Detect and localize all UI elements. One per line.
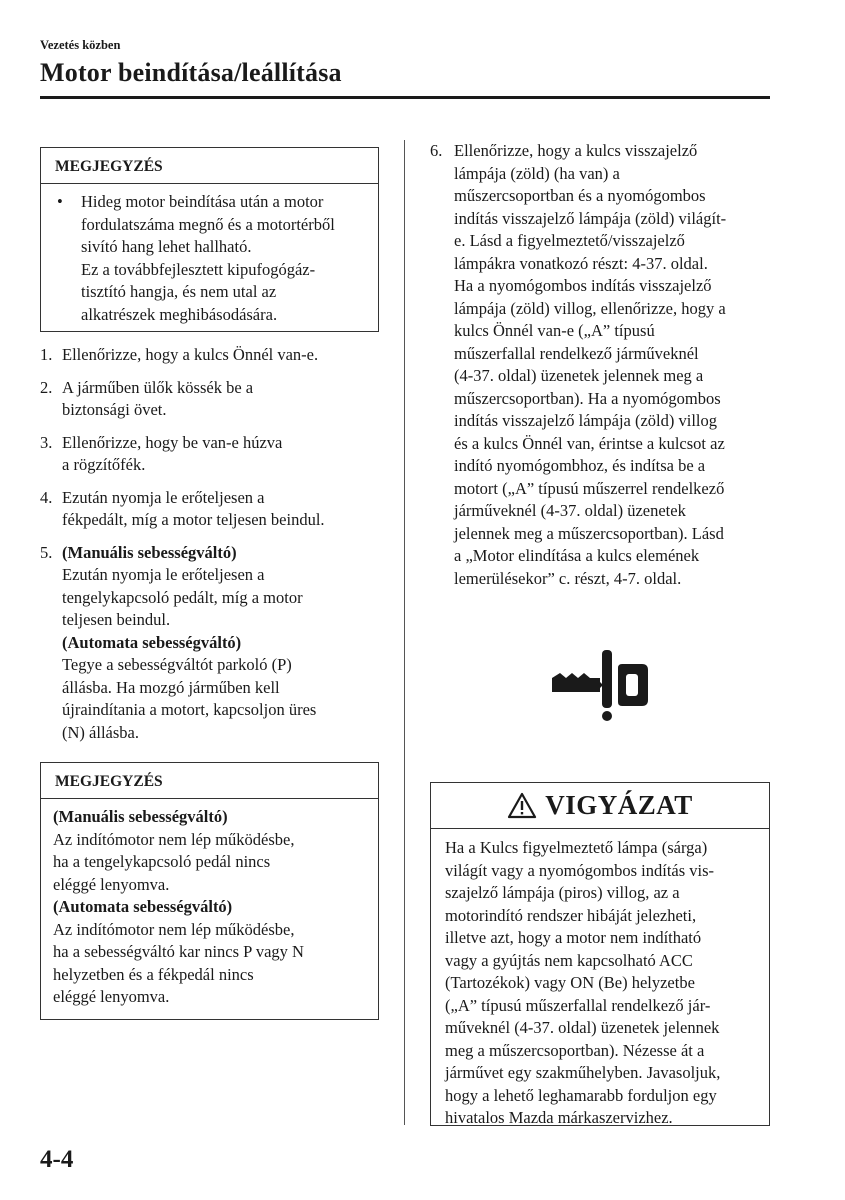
text-line: lámpája (zöld) (ha van) a xyxy=(454,163,620,183)
subheading-manual: (Manuális sebességváltó) xyxy=(53,807,228,826)
text-line: hogy a lehető leghamarabb forduljon egy xyxy=(445,1085,717,1105)
text-line: illetve azt, hogy a motor nem indítható xyxy=(445,928,702,947)
text-line: Ha a nyomógombos indítás visszajelző xyxy=(454,276,712,295)
caution-title: VIGYÁZAT xyxy=(545,790,693,821)
text-line: sivító hang lehet hallható. xyxy=(81,237,252,256)
text-line: járműveknél (4-37. oldal) üzenetek xyxy=(454,501,686,520)
text-line: vagy a gyújtás nem kapcsolható ACC xyxy=(445,950,693,970)
step-number: 3. xyxy=(40,432,53,452)
bullet-dot-icon: • xyxy=(57,192,63,211)
text-line: e. Lásd a figyelmeztető/visszajelző xyxy=(454,231,685,250)
text-line: fékpedált, míg a motor teljesen beindul. xyxy=(62,510,325,529)
text-line: motorindító rendszer hibáját jelezheti, xyxy=(445,905,697,925)
list-item xyxy=(40,487,380,532)
text-line: Ha a Kulcs figyelmeztető lámpa (sárga) xyxy=(445,838,708,857)
text-line: („A” típusú műszerfallal rendelkező jár- xyxy=(445,995,711,1015)
text-line: Ellenőrizze, hogy a kulcs visszajelző xyxy=(454,141,698,160)
text-line: (Tartozékok) vagy ON (Be) helyzetbe xyxy=(445,973,695,992)
step-number: 2. xyxy=(40,377,53,397)
text-line: kulcs Önnél van-e („A” típusú xyxy=(454,321,655,340)
text-line: állásba. Ha mozgó járműben kell xyxy=(62,677,280,697)
list-item xyxy=(40,542,380,745)
text-line: lámpája (zöld) villog, ellenőrizze, hogy a xyxy=(454,298,726,318)
caution-box xyxy=(430,782,770,1126)
text-line: meg a műszercsoportban). Nézesse át a xyxy=(445,1040,705,1060)
text-line: műszercsoportban). Ha a nyomógombos xyxy=(454,388,721,408)
step-number: 6. xyxy=(430,141,443,160)
text-line: indítás visszajelző lámpája (zöld) villog xyxy=(454,411,718,430)
text-line: Az indítómotor nem lép működésbe, xyxy=(53,829,295,849)
text-line: világít vagy a nyomógombos indítás vis- xyxy=(445,860,715,880)
text-line: indítás visszajelző lámpája (zöld) világít- xyxy=(454,208,727,228)
key-warning-indicator-icon xyxy=(548,646,652,722)
text-line: műszercsoportban és a nyomógombos xyxy=(454,186,706,205)
note-bullet xyxy=(55,191,364,326)
text-line: ha a sebességváltó kar nincs P vagy N xyxy=(53,942,304,961)
text-line: a rögzítőfék. xyxy=(62,455,146,474)
text-line: járművet egy szakműhelyben. Javasoljuk, xyxy=(445,1063,721,1082)
list-item xyxy=(40,344,380,367)
page-title: Motor beindítása/leállítása xyxy=(40,58,342,87)
column-divider xyxy=(404,140,405,1125)
page-number: 4-4 xyxy=(40,1146,74,1173)
text-line: műszerfallal rendelkező járműveknél xyxy=(454,343,699,363)
note-heading: MEGJEGYZÉS xyxy=(41,763,378,799)
warning-triangle-icon xyxy=(507,792,537,819)
list-item xyxy=(40,432,380,477)
title-rule xyxy=(40,96,770,99)
text-line: fordulatszáma megnő és a motortérből xyxy=(81,214,335,234)
section-label: Vezetés közben xyxy=(40,38,121,52)
subheading-manual: (Manuális sebességváltó) xyxy=(62,542,237,562)
text-line: tisztító hangja, és nem utal az xyxy=(81,282,277,301)
text-line: teljesen beindul. xyxy=(62,610,171,629)
text-line: alkatrészek meghibásodására. xyxy=(81,304,278,324)
text-line: és a kulcs Önnél van, érintse a kulcsot az xyxy=(454,433,725,453)
text-line: műveknél (4-37. oldal) üzenetek jelennek xyxy=(445,1018,720,1037)
step-number: 1. xyxy=(40,345,53,364)
text-line: Ellenőrizze, hogy be van-e húzva xyxy=(62,432,283,452)
list-item xyxy=(40,377,380,422)
text-line: Ez a továbbfejlesztett kipufogógáz- xyxy=(81,259,316,279)
text-line: hivatalos Mazda márkaszervizhez. xyxy=(445,1108,673,1127)
list-item xyxy=(430,140,770,590)
text-line: a „Motor elindítása a kulcs elemének xyxy=(454,546,700,565)
step-number: 5. xyxy=(40,542,53,562)
note-box-starter xyxy=(40,762,379,1020)
text-line: újraindítania a motort, kapcsoljon üres xyxy=(62,700,317,719)
text-line: helyzetben és a fékpedál nincs xyxy=(53,964,254,984)
text-line: Tegye a sebességváltót parkoló (P) xyxy=(62,655,292,674)
note-box-cold-start xyxy=(40,147,379,332)
start-steps-list xyxy=(40,344,380,754)
text-line: biztonsági övet. xyxy=(62,400,167,419)
text-line: A járműben ülők kössék be a xyxy=(62,377,254,397)
text-line: eléggé lenyomva. xyxy=(53,987,170,1006)
caution-header xyxy=(431,783,769,829)
text-line: Ezután nyomja le erőteljesen a xyxy=(62,487,265,507)
step-number: 4. xyxy=(40,487,53,507)
text-line: tengelykapcsoló pedált, míg a motor xyxy=(62,587,303,607)
text-line: lemerülésekor” c. részt, 4-7. oldal. xyxy=(454,568,682,588)
subheading-automatic: (Automata sebességváltó) xyxy=(62,632,242,652)
text-line: indító nyomógombhoz, és indítsa be a xyxy=(454,456,706,475)
text-line: lámpákra vonatkozó részt: 4-37. oldal. xyxy=(454,253,708,273)
subheading-automatic: (Automata sebességváltó) xyxy=(53,897,233,916)
text-line: Ellenőrizze, hogy a kulcs Önnél van-e. xyxy=(62,345,319,364)
text-line: Hideg motor beindítása után a motor xyxy=(81,192,324,211)
text-line: Az indítómotor nem lép működésbe, xyxy=(53,919,295,939)
text-line: motort („A” típusú műszerrel rendelkező xyxy=(454,478,725,498)
text-line: (N) állásba. xyxy=(62,722,139,742)
note-heading: MEGJEGYZÉS xyxy=(41,148,378,184)
text-line: Ezután nyomja le erőteljesen a xyxy=(62,565,265,584)
text-line: (4-37. oldal) üzenetek jelennek meg a xyxy=(454,366,704,385)
text-line: jelennek meg a műszercsoportban). Lásd xyxy=(454,523,724,543)
text-line: ha a tengelykapcsoló pedál nincs xyxy=(53,852,271,871)
text-line: eléggé lenyomva. xyxy=(53,874,170,894)
text-line: szajelző lámpája (piros) villog, az a xyxy=(445,883,680,902)
